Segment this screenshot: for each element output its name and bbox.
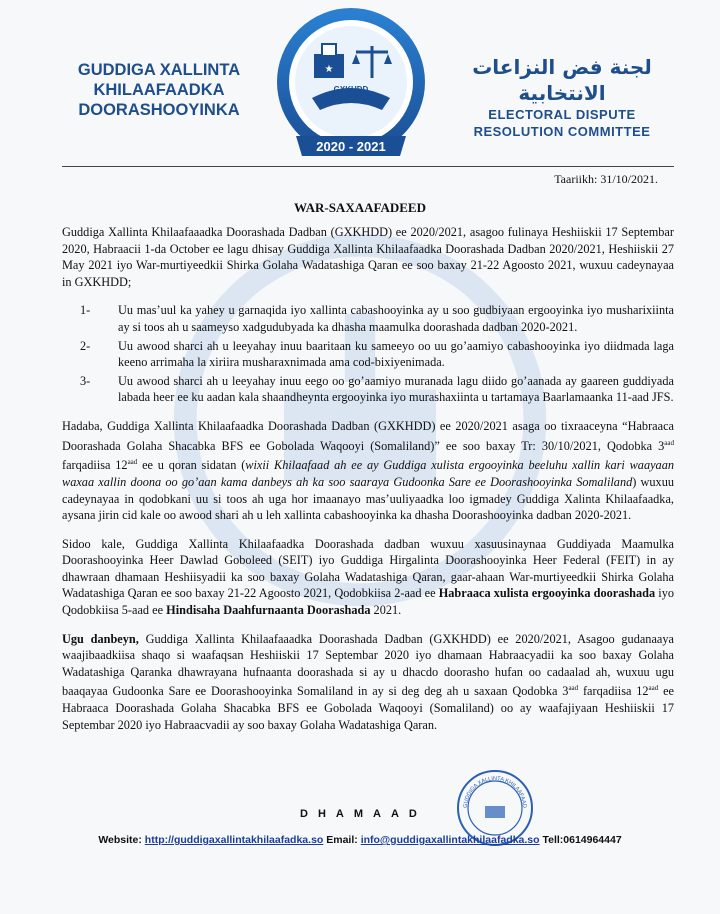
list-item-text: Uu awood sharci ah u leeyahay inuu eego oo go’aamiyo muranada lagu diido go’aanada ay gaareen guddiyada labada heer ee ku aadan kala shaandheynta ergooyinka iyo murashaxiinta u tartamaya Baarlamaanka 11-aad JFS. bbox=[118, 373, 674, 405]
svg-text:GUDDIGA XALLINTA KHILAAFAADKA bbox=[455, 768, 527, 808]
text-run: Hadaba, Guddiga Xallinta Khilaafaadka Doorashada Dadban (GXKHDD) ee 2020/2021 asaga oo tixraaceyna “Habraaca Doorashada Golaha Shacabka BFS ee Gobolada Waqooyi (Somaliland)” ee soo baxay Tr: 30/10/2021, Qodobka 3 bbox=[62, 418, 674, 453]
committee-name-english bbox=[452, 54, 672, 140]
bold-text: Hindisaha Daahfurnaanta Doorashada bbox=[166, 603, 371, 618]
superscript: aad bbox=[568, 684, 579, 693]
quoted-clause: wixii Khilaafaad ah ee ay Guddiga xulista ergooyinka beeluhu xallin kari waayaan waxaa xallin doona oo go’aan kama danbeys ah ka soo saaraya Gudoonka Sare ee Doorashooyinka Somaliland bbox=[62, 458, 674, 489]
text-run: iyo Qodobkiisa 5-aad ee bbox=[62, 586, 674, 618]
text-run: Sidoo kale, Guddiga Xallinta Khilaafaadka Doorashada dadban wuxuu xasuusinaynaa Guddiyada Maamulka Doorashooyinka Heer Dawlad Goboleed (SEIT) iyo Guddiga Hirgalinta Doorashooyinka Heer Federal (FEIT) in ay dhawraan dhamaan Heshiisyadii ka soo baxay Golaha Wadatashiga Qaran, gaar-ahaan War-murtiyeedkii Shirka Golaha Wadatashiga Qaran ee soo baxay 21-22 Agoosto 2021, Qodobkiisa 2-aad ee bbox=[62, 536, 674, 601]
header-right-line2: RESOLUTION COMMITTEE bbox=[473, 124, 651, 139]
phone-number: Tell:0614964447 bbox=[539, 834, 622, 846]
closing-word: DHAMAAD bbox=[300, 808, 427, 820]
text-run: Guddiga Xallinta Khilaafaaadka Doorashada Dadban (GXKHDD) ee 2020/2021, Asagoo gudanaaya waajibaadkiisa shaqo si waafaqsan Heshiiskii 17 Septembar 2020 iyo dhamaan Habraacyadii ka soo baxay Golaha Wadatashiga Qaranka dhawrayana hufnaanta doorashada si ay u dhacdo doorasho hufan oo cadaalad ah, wuxuu ugu baaqayaa Gudoonka Sare ee Doorashooyinka Somaliland in ay si deg deg ah u saxaan Qodobka 3 bbox=[62, 631, 674, 699]
list-item-text: Uu awood sharci ah u leeyahay inuu baaritaan ku sameeyo oo uu go’aamiyo cabashooyinka iyo diidmada laga keeno arrimaha la xiriira musharaxnimada ama cod-bixiyenimada. bbox=[118, 338, 674, 370]
committee-logo bbox=[262, 6, 440, 166]
paragraph-ugu-danbeyn bbox=[62, 631, 674, 734]
text-run: 2021. bbox=[370, 603, 402, 618]
header-left-line3: DOORASHOOYINKA bbox=[78, 101, 240, 119]
list-item bbox=[62, 373, 674, 406]
list-item-text: Uu mas’uul ka yahey u garnaqida iyo xallinta cabashooyinka ay u soo gudbiyaan ergooyinka iyo musharixiinta ay si toos ah u saameyso xadgudubyada ka dhasha maamulka doorashada dadban 2020-2021. bbox=[118, 303, 674, 334]
email-link[interactable]: info@guddigaxallintakhilaafadka.so bbox=[360, 834, 540, 846]
header-left-line2: KHILAAFAADKA bbox=[93, 81, 225, 99]
document-body bbox=[62, 224, 674, 745]
list-item-number: 1- bbox=[80, 303, 91, 318]
header-right-line1: ELECTORAL DISPUTE bbox=[488, 107, 636, 122]
website-link[interactable]: http://guddigaxallintakhilaafadka.so bbox=[144, 834, 324, 846]
bold-text: Habraaca xulista ergooyinka doorashada bbox=[438, 586, 656, 601]
header-left-line1: GUDDIGA XALLINTA bbox=[77, 61, 241, 79]
logo-years: 2020 - 2021 bbox=[316, 139, 386, 154]
text-run: farqadiisa 12 bbox=[578, 684, 649, 699]
superscript: aad bbox=[664, 438, 674, 447]
document-title: WAR-SAXAAFADEED bbox=[294, 200, 426, 215]
list-item-number: 3- bbox=[80, 373, 91, 388]
svg-text:★: ★ bbox=[324, 64, 334, 75]
committee-name-somali bbox=[64, 60, 254, 120]
committee-name-arabic: لجنة فض النزاعات الانتخابية bbox=[472, 55, 652, 105]
superscript: aad bbox=[127, 458, 138, 467]
text-run: ) wuxuu cadeynayaa in qodobkani uu si toos ah uga hor imaanayo mas’uuliyaadka loo igmadey Guddiga Xalinta Khilaafaadka, aysana jirin cid kale oo awood shari ah u leh xallinta cabashooyinka ka dhasha Doorashooyinka dadban 2020-2021. bbox=[62, 474, 674, 523]
bold-text: Ugu danbeyn, bbox=[62, 631, 139, 646]
paragraph-sidoo-kale bbox=[62, 536, 674, 619]
paragraph-hadaba bbox=[62, 418, 674, 524]
stamp-text: GUDDIGA XALLINTA KHILAAFAAD bbox=[462, 775, 528, 809]
logo-abbr: GXKHDD bbox=[333, 85, 369, 94]
list-item bbox=[62, 338, 674, 371]
header-divider bbox=[62, 166, 674, 167]
text-run: ee Habraaca Doorashada Golaha Shacabka BFS ee Gobolada Waqooyi (Somaliland) oo ay waafajiyaan Heshiiskii 17 Septembar 2020 iyo Habraacvadii ay soo baxay Golaha Wadatashiga Qaran. bbox=[62, 684, 674, 732]
list-item-number: 2- bbox=[80, 338, 91, 353]
list-item bbox=[62, 302, 674, 335]
contact-footer bbox=[0, 834, 720, 846]
mandate-list bbox=[62, 302, 674, 406]
document-date: Taariikh: 31/10/2021. bbox=[554, 172, 658, 186]
text-run: ee u qoran sidatan ( bbox=[137, 458, 246, 473]
intro-paragraph: Guddiga Xallinta Khilaafaaadka Doorashada Dadban (GXKHDD) ee 2020/2021, asagoo fulinaya Heshiiskii 17 Septembar 2020, Habraacii 1-da October ee lagu dhisay Guddiga Xallinta Khilaafaadka Doorashada Dadban 2020/2021, Heshiiskii 27 May 2021 iyo War-murtiyeedkii Shirka Golaha Wadatashiga Qaran ee soo baxay 21-22 Agoosto 2021, wuxuu cadeynayaa in GXKHDD; bbox=[62, 225, 674, 289]
superscript: aad bbox=[648, 684, 659, 693]
text-run: farqadiisa 12 bbox=[62, 458, 128, 473]
email-label: Email: bbox=[323, 834, 361, 846]
website-label: Website: bbox=[98, 834, 145, 846]
